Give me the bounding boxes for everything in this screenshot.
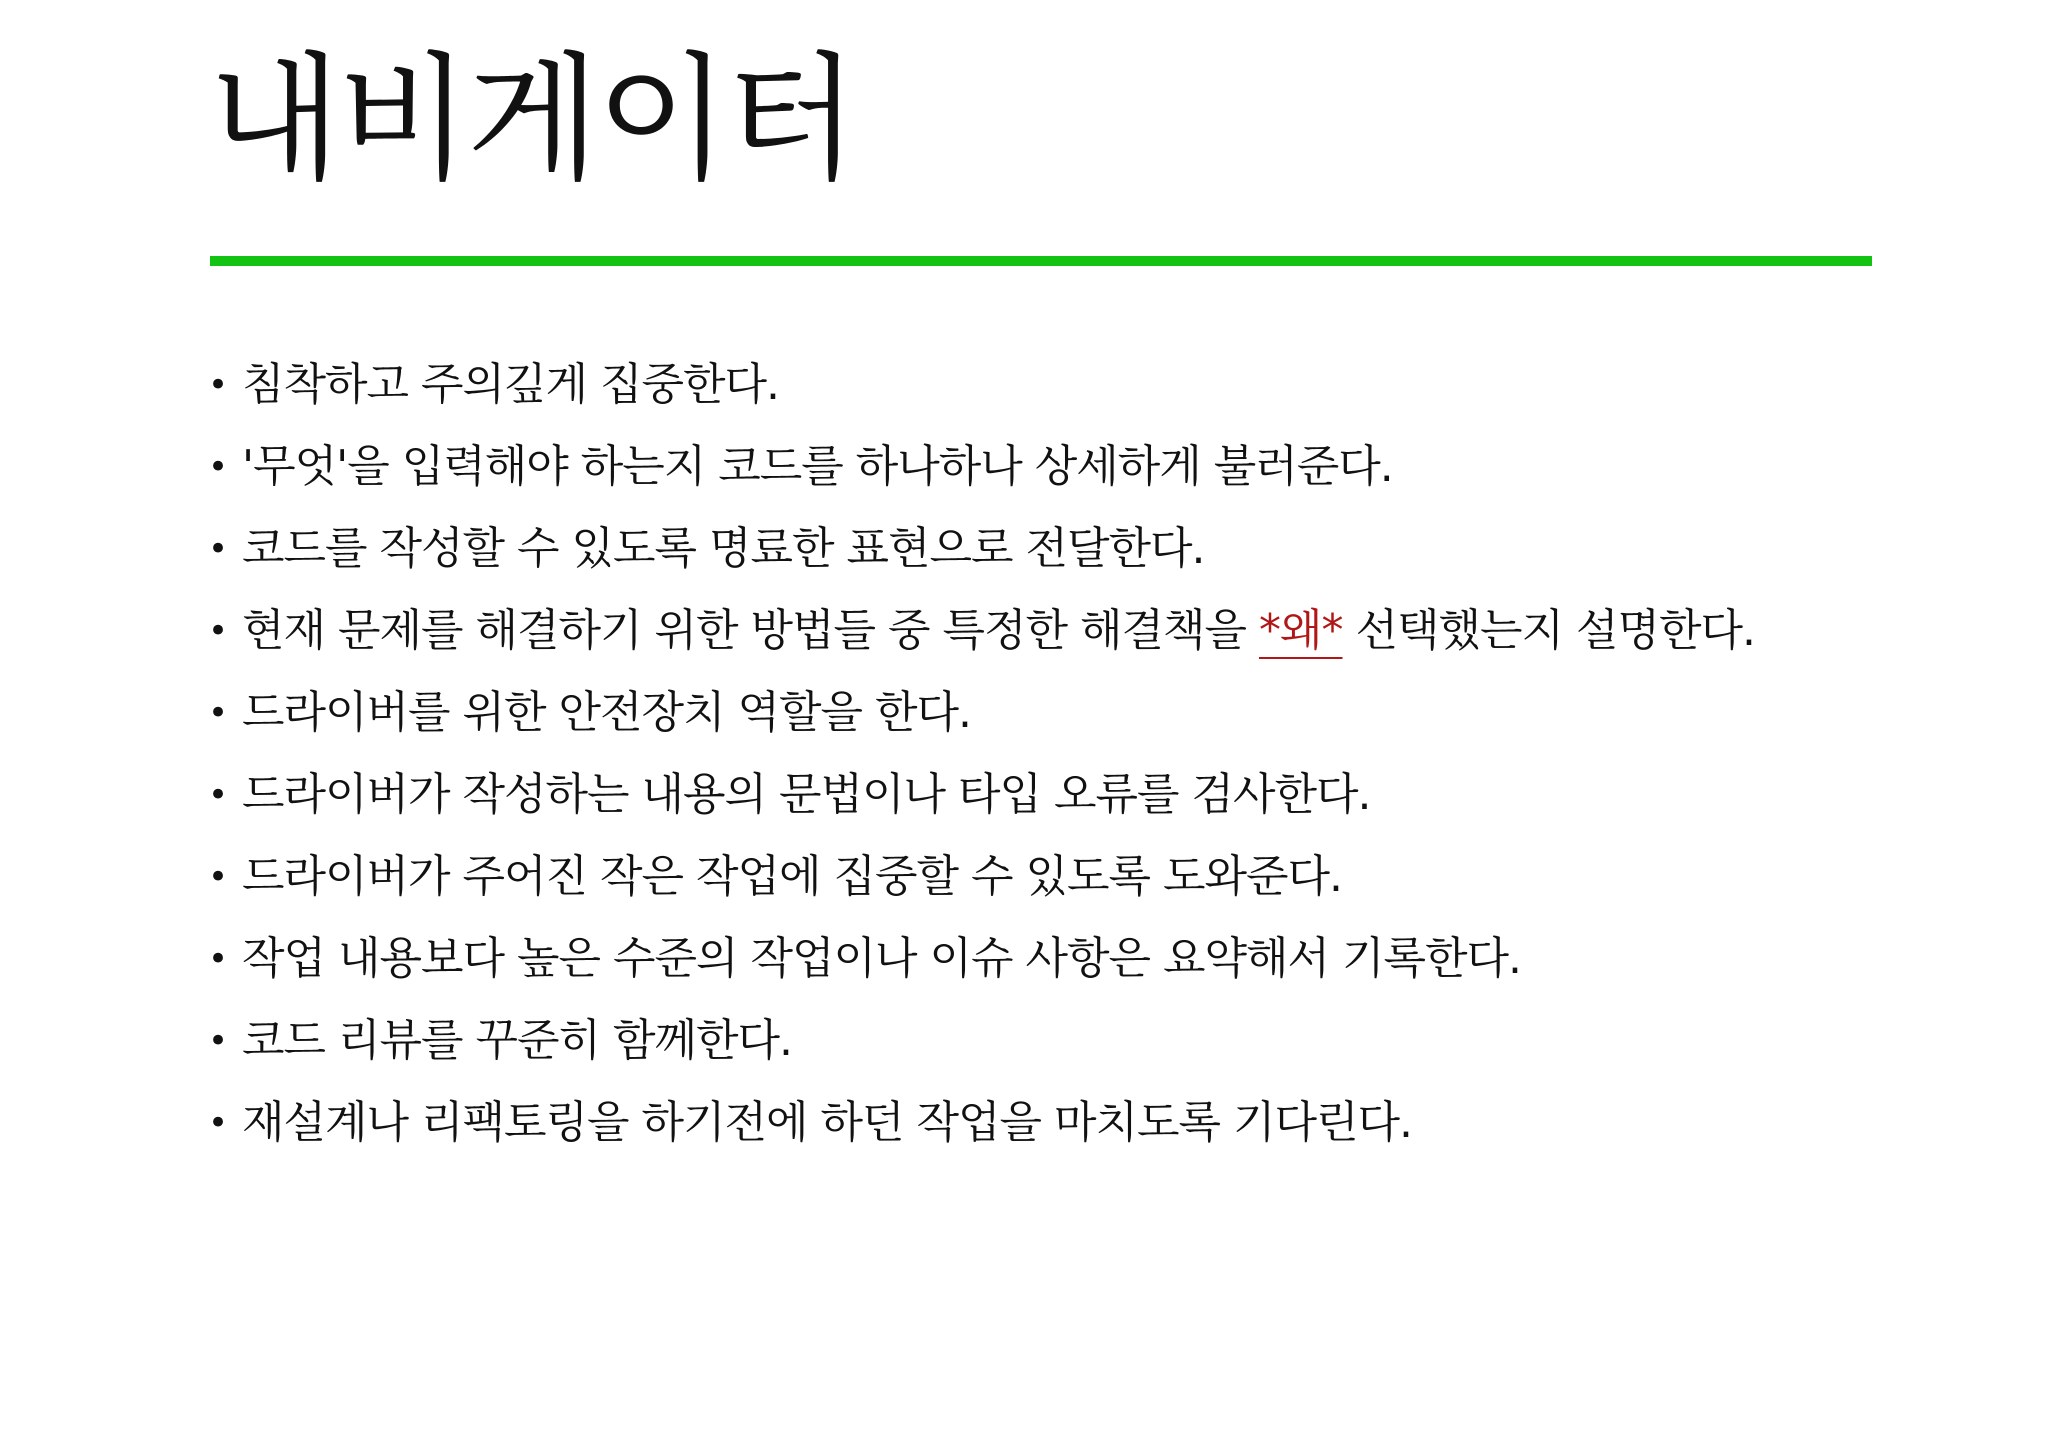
emphasis-text: *왜* <box>1258 605 1343 656</box>
bullet-item <box>208 426 2028 508</box>
bullet-text: 재설계나 리팩토링을 하기전에 하던 작업을 마치도록 기다린다. <box>242 1097 1413 1148</box>
bullet-dot-icon: • <box>208 857 228 897</box>
bullet-text-before: 현재 문제를 해결하기 위한 방법들 중 특정한 해결책을 <box>242 605 1259 656</box>
bullet-dot-icon: • <box>208 1103 228 1143</box>
bullet-text: 드라이버가 작성하는 내용의 문법이나 타입 오류를 검사한다. <box>242 769 1371 820</box>
bullet-item <box>208 918 2028 1000</box>
bullet-item <box>208 836 2028 918</box>
bullet-text: 작업 내용보다 높은 수준의 작업이나 이슈 사항은 요약해서 기록한다. <box>242 933 1521 984</box>
bullet-dot-icon: • <box>208 1021 228 1061</box>
bullet-text: 침착하고 주의깊게 집중한다. <box>242 359 780 410</box>
bullet-item <box>208 344 2028 426</box>
bullet-text: '무엇'을 입력해야 하는지 코드를 하나하나 상세하게 불러준다. <box>242 441 1393 492</box>
bullet-dot-icon: • <box>208 529 228 569</box>
bullet-text: 코드 리뷰를 꾸준히 함께한다. <box>242 1015 792 1066</box>
bullet-item <box>208 1000 2028 1082</box>
bullet-item <box>208 1082 2028 1164</box>
bullet-item <box>208 672 2028 754</box>
bullet-item <box>208 508 2028 590</box>
bullet-text: 드라이버를 위한 안전장치 역할을 한다. <box>242 687 971 738</box>
slide-title: 내비게이터 <box>208 39 855 200</box>
bullet-text-after: 선택했는지 설명한다. <box>1342 605 1755 656</box>
bullet-dot-icon: • <box>208 693 228 733</box>
bullet-list <box>208 344 2028 1164</box>
bullet-dot-icon: • <box>208 939 228 979</box>
bullet-dot-icon: • <box>208 447 228 487</box>
bullet-item <box>208 590 2028 672</box>
bullet-item <box>208 754 2028 836</box>
bullet-text: 드라이버가 주어진 작은 작업에 집중할 수 있도록 도와준다. <box>242 851 1342 902</box>
bullet-text: 코드를 작성할 수 있도록 명료한 표현으로 전달한다. <box>242 523 1205 574</box>
bullet-dot-icon: • <box>208 365 228 405</box>
title-divider <box>210 256 1872 266</box>
bullet-dot-icon: • <box>208 611 228 651</box>
bullet-dot-icon: • <box>208 775 228 815</box>
